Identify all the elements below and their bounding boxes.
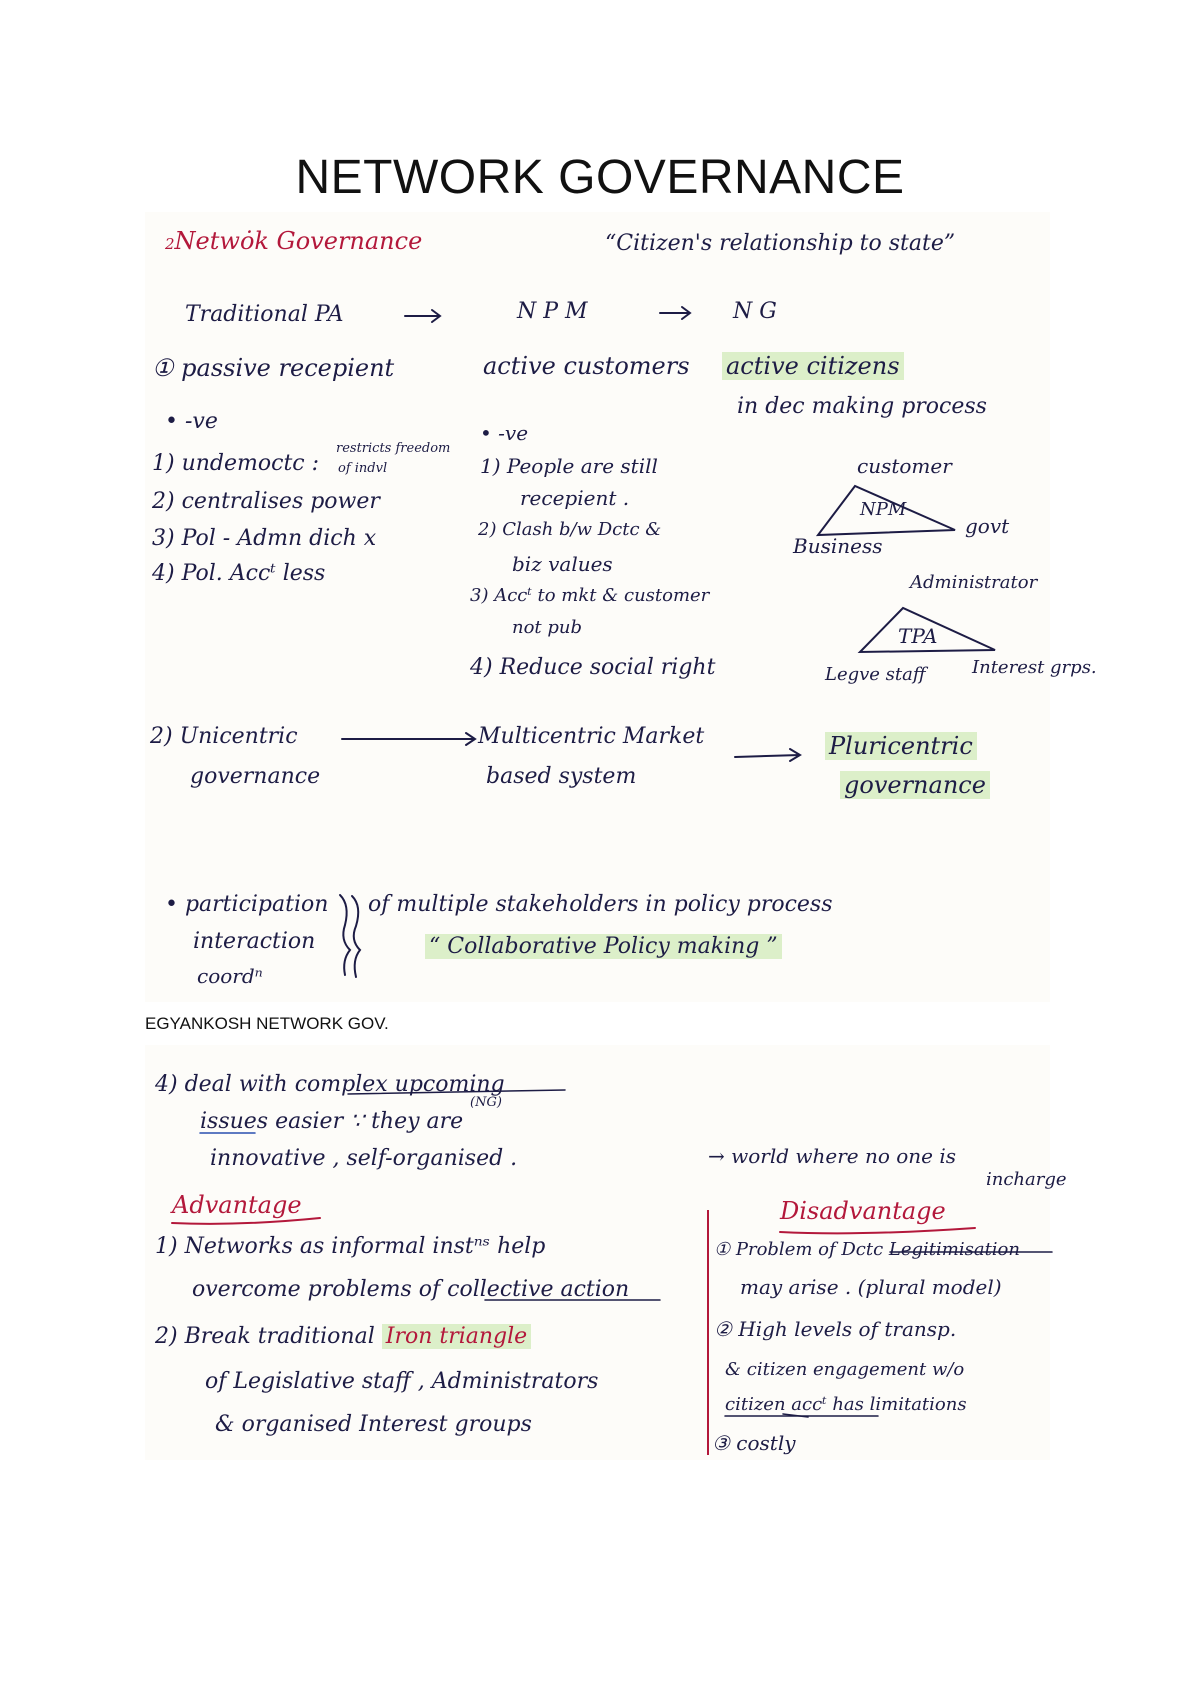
participation-2: interaction bbox=[193, 929, 316, 954]
brace-right bbox=[352, 896, 360, 977]
pa-item-1: 1) undemoctc : bbox=[152, 451, 320, 476]
pa-note-line2: of indvl bbox=[338, 461, 388, 476]
notes-quote: “Citizen's relationship to state” bbox=[605, 231, 956, 256]
adv-2-line2: of Legislative staff , Administrators bbox=[205, 1369, 599, 1394]
row2-pluricentric-highlight: Pluricentric bbox=[825, 732, 977, 760]
pa-item-2: 2) centralises power bbox=[152, 489, 380, 514]
tri-npm-right: govt bbox=[965, 514, 1010, 538]
adv-1-line1: 1) Networks as informal instⁿˢ help bbox=[155, 1234, 546, 1259]
participation-1: • participation bbox=[165, 892, 329, 917]
npm-item-3a: 3) Accᵗ to mkt & customer bbox=[470, 585, 710, 606]
collaborative-policy-highlight: “ Collaborative Policy making ” bbox=[425, 934, 782, 959]
pa-item-4: 4) Pol. Accᵗ less bbox=[152, 561, 326, 586]
row2-multicentric-2: based system bbox=[486, 764, 637, 789]
arrow-pa-to-npm bbox=[405, 310, 440, 322]
pa-note-line1: restricts freedom bbox=[336, 441, 451, 456]
row2-pluricentric-2-highlight: governance bbox=[840, 771, 990, 799]
collaborative-policy bbox=[425, 935, 782, 959]
row1-ng-highlight: active citizens bbox=[722, 352, 904, 380]
item4-line3: innovative , self-organised . bbox=[210, 1146, 518, 1171]
disadvantage-underline bbox=[780, 1228, 975, 1233]
brace-left bbox=[340, 895, 350, 975]
page-title: NETWORK GOVERNANCE bbox=[295, 151, 905, 204]
row1-ng-detail: in dec making process bbox=[737, 394, 987, 419]
caption-egyankosh: EGYANKOSH NETWORK GOV. bbox=[145, 1014, 389, 1033]
pa-item-3: 3) Pol - Admn dich x bbox=[152, 526, 377, 551]
world-line1: → world where no one is bbox=[708, 1144, 957, 1168]
npm-item-2b: biz values bbox=[512, 552, 613, 576]
npm-item-1a: 1) People are still bbox=[480, 454, 658, 478]
advantage-heading: Advantage bbox=[172, 1191, 302, 1219]
col-traditional-pa: Traditional PA bbox=[185, 302, 344, 327]
row2-unicentric: 2) Unicentric bbox=[150, 724, 298, 749]
adv-2-line3: & organised Interest groups bbox=[215, 1412, 532, 1437]
npm-negatives-heading: • -ve bbox=[480, 421, 529, 445]
dis-2-line2: & citizen engagement w/o bbox=[725, 1359, 965, 1380]
row1-npm: active customers bbox=[483, 352, 690, 380]
tri-tpa-left: Legve staff bbox=[825, 664, 926, 685]
npm-item-2a: 2) Clash b/w Dctc & bbox=[478, 519, 662, 540]
tri-tpa-right: Interest grps. bbox=[972, 657, 1097, 678]
column-divider bbox=[707, 1210, 709, 1455]
item4-line1: 4) deal with complex upcoming bbox=[155, 1072, 505, 1097]
tri-tpa-center: TPA bbox=[898, 624, 938, 648]
tri-npm-left: Business bbox=[793, 534, 883, 558]
row1-pa: ① passive recepient bbox=[152, 354, 395, 382]
col-ng: N G bbox=[733, 299, 777, 324]
adv-1-line2: overcome problems of collective action bbox=[192, 1277, 630, 1302]
row2-unicentric-2: governance bbox=[190, 764, 321, 789]
adv-2-line1 bbox=[155, 1325, 531, 1349]
arrow-npm-to-ng bbox=[660, 307, 690, 319]
notes-heading-num: 2 bbox=[165, 235, 175, 253]
row2-multicentric: Multicentric Market bbox=[478, 724, 705, 749]
row1-ng bbox=[722, 353, 904, 379]
dis-2-line3: citizen accᵗ has limitations bbox=[725, 1394, 967, 1415]
tri-npm-center: NPM bbox=[860, 499, 907, 520]
npm-item-1b: recepient . bbox=[520, 486, 630, 510]
dis-1-line2: may arise . (plural model) bbox=[740, 1275, 1002, 1299]
row2-pluricentric-2 bbox=[840, 772, 990, 798]
item4-line2: issues easier ∵ they are bbox=[200, 1109, 464, 1134]
pa-negatives-heading: • -ve bbox=[165, 409, 218, 434]
dis-1-line1: ① Problem of Dctc Legitimisation bbox=[714, 1239, 1020, 1260]
arrow-multicentric-to-pluricentric bbox=[735, 749, 800, 761]
dis-3: ③ costly bbox=[712, 1431, 796, 1455]
arrow-unicentric-to-multicentric bbox=[342, 733, 475, 745]
participation-3: coordⁿ bbox=[197, 964, 263, 988]
iron-triangle-highlight: Iron triangle bbox=[382, 1324, 531, 1349]
world-line2: incharge bbox=[986, 1169, 1067, 1190]
disadvantage-heading: Disadvantage bbox=[780, 1197, 946, 1225]
tri-tpa-top: Administrator bbox=[910, 572, 1038, 593]
participation-tail: of multiple stakeholders in policy process bbox=[368, 892, 833, 917]
notes-heading bbox=[165, 228, 422, 254]
adv-2-text: 2) Break traditional bbox=[155, 1324, 375, 1349]
item4-ng-note: (NG) bbox=[470, 1095, 502, 1110]
dis-2-line1: ② High levels of transp. bbox=[714, 1317, 957, 1341]
npm-item-4: 4) Reduce social right bbox=[470, 655, 716, 680]
tri-npm-top: customer bbox=[857, 454, 952, 478]
npm-item-3b: not pub bbox=[512, 617, 583, 638]
row2-pluricentric bbox=[825, 733, 977, 759]
notes-heading-text: Netwȯk Governance bbox=[174, 227, 423, 255]
col-npm: N P M bbox=[517, 299, 588, 324]
